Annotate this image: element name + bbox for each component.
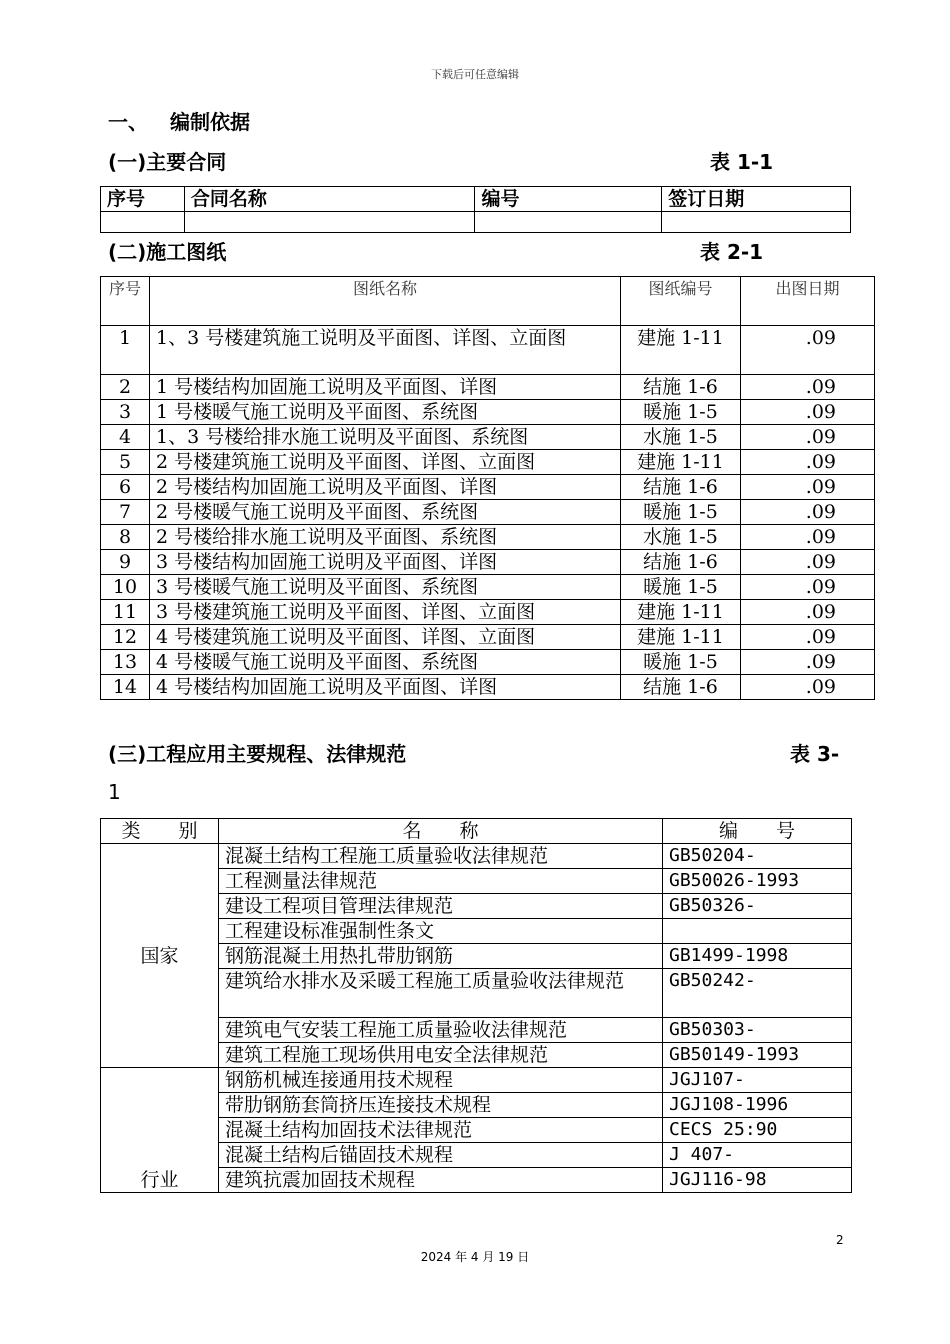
standard-code-cell: GB50149-1993 — [663, 1043, 852, 1068]
standard-code-cell: CECS 25:90 — [663, 1118, 852, 1143]
drawing-code-cell: 暖施 1-5 — [621, 650, 741, 675]
drawings-table-body — [101, 326, 875, 700]
table-row — [101, 650, 875, 675]
section-title: 编制依据 — [170, 110, 250, 134]
standard-name-cell: 钢筋机械连接通用技术规程 — [219, 1068, 663, 1093]
header-cell: 序号 — [101, 187, 185, 212]
row-number-cell: 5 — [101, 450, 150, 475]
subsection-title-codes: (三)工程应用主要规程、法律规范 — [108, 742, 407, 766]
standard-code-cell: J 407- — [663, 1143, 852, 1168]
drawing-code-cell: 建施 1-11 — [621, 600, 741, 625]
table-number-2: 表 2-1 — [700, 240, 764, 264]
issue-date-cell: .09 — [741, 400, 875, 425]
row-number-cell: 13 — [101, 650, 150, 675]
drawing-code-cell: 建施 1-11 — [621, 450, 741, 475]
drawing-code-cell: 建施 1-11 — [621, 625, 741, 650]
row-number-cell: 8 — [101, 525, 150, 550]
standard-code-cell: GB50026-1993 — [663, 869, 852, 894]
header-cell: 序号 — [101, 277, 150, 326]
contracts-table — [100, 186, 851, 233]
table-row — [101, 500, 875, 525]
drawing-code-cell: 结施 1-6 — [621, 475, 741, 500]
codes-table — [100, 818, 852, 1193]
drawing-code-cell: 暖施 1-5 — [621, 500, 741, 525]
table-cell — [101, 212, 185, 233]
issue-date-cell: .09 — [741, 425, 875, 450]
table-row — [101, 375, 875, 400]
row-number-cell: 6 — [101, 475, 150, 500]
page-number: 2 — [836, 1233, 844, 1247]
issue-date-cell: .09 — [741, 550, 875, 575]
standard-code-cell: GB50242- — [663, 969, 852, 1018]
drawing-name-cell: 3 号楼暖气施工说明及平面图、系统图 — [150, 575, 621, 600]
standard-name-cell: 工程测量法律规范 — [219, 869, 663, 894]
drawing-name-cell: 2 号楼结构加固施工说明及平面图、详图 — [150, 475, 621, 500]
issue-date-cell: .09 — [741, 525, 875, 550]
standard-code-cell — [663, 919, 852, 944]
drawing-name-cell: 2 号楼给排水施工说明及平面图、系统图 — [150, 525, 621, 550]
table-number-1: 表 1-1 — [710, 150, 774, 174]
issue-date-cell: .09 — [741, 326, 875, 375]
drawing-name-cell: 2 号楼建筑施工说明及平面图、详图、立面图 — [150, 450, 621, 475]
category-cell: 国家 — [101, 844, 219, 1068]
table-header-row — [101, 819, 852, 844]
row-number-cell: 7 — [101, 500, 150, 525]
drawing-name-cell: 3 号楼建筑施工说明及平面图、详图、立面图 — [150, 600, 621, 625]
page-header: 下载后可任意编辑 — [431, 68, 519, 81]
standard-name-cell: 建设工程项目管理法律规范 — [219, 894, 663, 919]
row-number-cell: 9 — [101, 550, 150, 575]
subsection-title-drawings: (二)施工图纸 — [108, 240, 227, 264]
standard-code-cell: GB50326- — [663, 894, 852, 919]
issue-date-cell: .09 — [741, 650, 875, 675]
table-number-3-continued: 1 — [108, 780, 121, 804]
issue-date-cell: .09 — [741, 675, 875, 700]
subsection-title-contracts: (一)主要合同 — [108, 150, 227, 174]
category-cell: 行业 — [101, 1068, 219, 1193]
table-row-empty — [101, 212, 851, 233]
standard-name-cell: 工程建设标准强制性条文 — [219, 919, 663, 944]
row-number-cell: 12 — [101, 625, 150, 650]
table-row — [101, 625, 875, 650]
row-number-cell: 3 — [101, 400, 150, 425]
standard-name-cell: 建筑抗震加固技术规程 — [219, 1168, 663, 1193]
header-cell: 编号 — [475, 187, 662, 212]
drawing-code-cell: 暖施 1-5 — [621, 575, 741, 600]
header-cell: 图纸名称 — [150, 277, 621, 326]
header-cell: 类 别 — [101, 819, 219, 844]
row-number-cell: 2 — [101, 375, 150, 400]
issue-date-cell: .09 — [741, 375, 875, 400]
row-number-cell: 4 — [101, 425, 150, 450]
drawing-name-cell: 4 号楼建筑施工说明及平面图、详图、立面图 — [150, 625, 621, 650]
table-cell — [662, 212, 851, 233]
section-number: 一、 — [108, 110, 148, 134]
drawing-name-cell: 1、3 号楼给排水施工说明及平面图、系统图 — [150, 425, 621, 450]
issue-date-cell: .09 — [741, 450, 875, 475]
drawing-name-cell: 3 号楼结构加固施工说明及平面图、详图 — [150, 550, 621, 575]
row-number-cell: 14 — [101, 675, 150, 700]
standard-code-cell: JGJ116-98 — [663, 1168, 852, 1193]
drawing-code-cell: 结施 1-6 — [621, 550, 741, 575]
drawing-code-cell: 水施 1-5 — [621, 525, 741, 550]
row-number-cell: 11 — [101, 600, 150, 625]
standard-code-cell: JGJ107- — [663, 1068, 852, 1093]
table-row — [101, 675, 875, 700]
standard-code-cell: GB50204- — [663, 844, 852, 869]
table-row — [101, 1068, 852, 1093]
issue-date-cell: .09 — [741, 600, 875, 625]
table-row — [101, 600, 875, 625]
standard-name-cell: 钢筋混凝土用热扎带肋钢筋 — [219, 944, 663, 969]
standard-code-cell: JGJ108-1996 — [663, 1093, 852, 1118]
drawing-code-cell: 水施 1-5 — [621, 425, 741, 450]
codes-table-body — [101, 844, 852, 1193]
table-row — [101, 425, 875, 450]
drawing-code-cell: 暖施 1-5 — [621, 400, 741, 425]
drawing-name-cell: 2 号楼暖气施工说明及平面图、系统图 — [150, 500, 621, 525]
table-row — [101, 525, 875, 550]
table-row — [101, 844, 852, 869]
drawing-name-cell: 4 号楼暖气施工说明及平面图、系统图 — [150, 650, 621, 675]
drawing-name-cell: 1 号楼暖气施工说明及平面图、系统图 — [150, 400, 621, 425]
section-heading — [108, 106, 250, 135]
header-cell: 合同名称 — [184, 187, 475, 212]
issue-date-cell: .09 — [741, 575, 875, 600]
drawing-name-cell: 1 号楼结构加固施工说明及平面图、详图 — [150, 375, 621, 400]
standard-name-cell: 混凝土结构工程施工质量验收法律规范 — [219, 844, 663, 869]
drawings-table — [100, 276, 875, 700]
table-cell — [184, 212, 475, 233]
drawing-name-cell: 4 号楼结构加固施工说明及平面图、详图 — [150, 675, 621, 700]
drawing-code-cell: 建施 1-11 — [621, 326, 741, 375]
table-row — [101, 575, 875, 600]
row-number-cell: 10 — [101, 575, 150, 600]
drawing-code-cell: 结施 1-6 — [621, 675, 741, 700]
table-row — [101, 326, 875, 375]
header-cell: 出图日期 — [741, 277, 875, 326]
issue-date-cell: .09 — [741, 475, 875, 500]
table-row — [101, 400, 875, 425]
standard-name-cell: 混凝土结构后锚固技术规程 — [219, 1143, 663, 1168]
issue-date-cell: .09 — [741, 500, 875, 525]
standard-code-cell: GB1499-1998 — [663, 944, 852, 969]
standard-name-cell: 带肋钢筋套筒挤压连接技术规程 — [219, 1093, 663, 1118]
standard-name-cell: 建筑电气安装工程施工质量验收法律规范 — [219, 1018, 663, 1043]
standard-name-cell: 建筑给水排水及采暖工程施工质量验收法律规范 — [219, 969, 663, 1018]
header-cell: 签订日期 — [662, 187, 851, 212]
table-row — [101, 475, 875, 500]
page-footer-date: 2024 年 4 月 19 日 — [420, 1250, 530, 1264]
table-header-row — [101, 277, 875, 326]
table-cell — [475, 212, 662, 233]
header-cell: 图纸编号 — [621, 277, 741, 326]
table-number-3: 表 3- — [790, 742, 840, 766]
header-cell: 名 称 — [219, 819, 663, 844]
standard-code-cell: GB50303- — [663, 1018, 852, 1043]
table-row — [101, 450, 875, 475]
standard-name-cell: 建筑工程施工现场供用电安全法律规范 — [219, 1043, 663, 1068]
drawing-name-cell: 1、3 号楼建筑施工说明及平面图、详图、立面图 — [150, 326, 621, 375]
issue-date-cell: .09 — [741, 625, 875, 650]
row-number-cell: 1 — [101, 326, 150, 375]
header-cell: 编 号 — [663, 819, 852, 844]
table-header-row — [101, 187, 851, 212]
table-row — [101, 550, 875, 575]
standard-name-cell: 混凝土结构加固技术法律规范 — [219, 1118, 663, 1143]
drawing-code-cell: 结施 1-6 — [621, 375, 741, 400]
